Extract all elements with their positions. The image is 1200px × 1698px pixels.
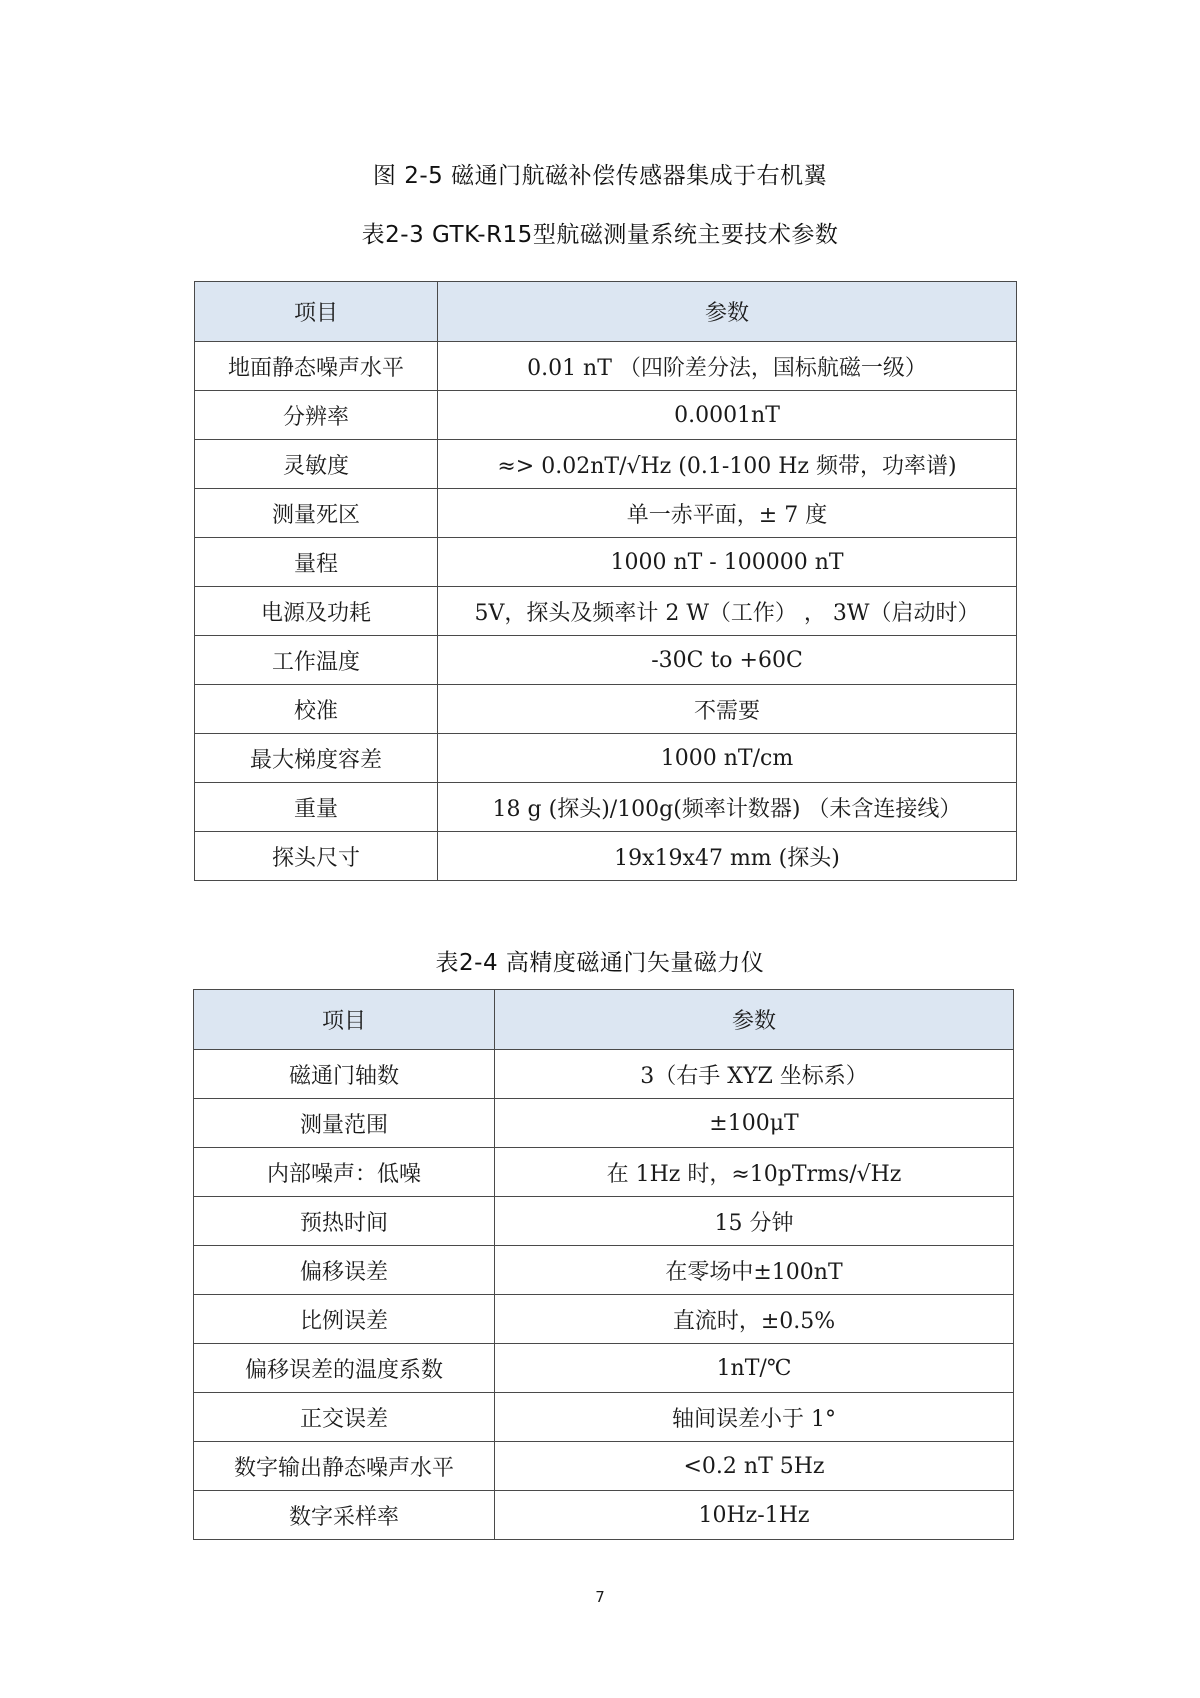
table1-caption: 表2-3 GTK-R15型航磁测量系统主要技术参数 xyxy=(361,222,839,248)
spec-table-gtk-r15 xyxy=(194,281,1017,881)
column-header-item: 项目 xyxy=(194,990,495,1050)
page-number: 7 xyxy=(595,1588,605,1606)
table-row xyxy=(194,1491,1014,1540)
item-cell: 偏移误差的温度系数 xyxy=(194,1344,495,1393)
table-row xyxy=(195,734,1017,783)
value-cell: 1nT/℃ xyxy=(495,1344,1014,1393)
table-row xyxy=(194,1393,1014,1442)
item-cell: 偏移误差 xyxy=(194,1246,495,1295)
table-row xyxy=(195,489,1017,538)
table-header-row xyxy=(194,990,1014,1050)
item-cell: 校准 xyxy=(195,685,438,734)
value-cell: 不需要 xyxy=(438,685,1017,734)
value-cell: 15 分钟 xyxy=(495,1197,1014,1246)
value-cell: 19x19x47 mm (探头) xyxy=(438,832,1017,881)
table-row xyxy=(194,1246,1014,1295)
figure-caption: 图 2-5 磁通门航磁补偿传感器集成于右机翼 xyxy=(372,163,828,189)
item-cell: 比例误差 xyxy=(194,1295,495,1344)
table-row xyxy=(194,1344,1014,1393)
table-row xyxy=(194,1148,1014,1197)
column-header-item: 项目 xyxy=(195,282,438,342)
item-cell: 地面静态噪声水平 xyxy=(195,342,438,391)
value-cell: -30C to +60C xyxy=(438,636,1017,685)
item-cell: 数字采样率 xyxy=(194,1491,495,1540)
item-cell: 电源及功耗 xyxy=(195,587,438,636)
value-cell: 1000 nT/cm xyxy=(438,734,1017,783)
value-cell: 轴间误差小于 1° xyxy=(495,1393,1014,1442)
item-cell: 探头尺寸 xyxy=(195,832,438,881)
value-cell: 0.0001nT xyxy=(438,391,1017,440)
value-cell: <0.2 nT 5Hz xyxy=(495,1442,1014,1491)
value-cell: 10Hz-1Hz xyxy=(495,1491,1014,1540)
value-cell: ±100μT xyxy=(495,1099,1014,1148)
table-row xyxy=(194,1197,1014,1246)
table-header-row xyxy=(195,282,1017,342)
table-row xyxy=(195,685,1017,734)
item-cell: 测量死区 xyxy=(195,489,438,538)
table-row xyxy=(195,832,1017,881)
value-cell: ≈> 0.02nT/√Hz (0.1-100 Hz 频带，功率谱) xyxy=(438,440,1017,489)
table-row xyxy=(194,1442,1014,1491)
table-row xyxy=(194,1099,1014,1148)
value-cell: 0.01 nT （四阶差分法，国标航磁一级） xyxy=(438,342,1017,391)
column-header-parameter: 参数 xyxy=(438,282,1017,342)
spec-table-fluxgate-magnetometer xyxy=(193,989,1014,1540)
table-row xyxy=(195,538,1017,587)
item-cell: 最大梯度容差 xyxy=(195,734,438,783)
table-row xyxy=(195,636,1017,685)
value-cell: 在零场中±100nT xyxy=(495,1246,1014,1295)
value-cell: 1000 nT - 100000 nT xyxy=(438,538,1017,587)
item-cell: 正交误差 xyxy=(194,1393,495,1442)
item-cell: 数字输出静态噪声水平 xyxy=(194,1442,495,1491)
table-row xyxy=(195,783,1017,832)
item-cell: 预热时间 xyxy=(194,1197,495,1246)
table-row xyxy=(194,1050,1014,1099)
table-row xyxy=(195,440,1017,489)
value-cell: 3（右手 XYZ 坐标系） xyxy=(495,1050,1014,1099)
column-header-parameter: 参数 xyxy=(495,990,1014,1050)
item-cell: 灵敏度 xyxy=(195,440,438,489)
table-row xyxy=(195,587,1017,636)
table-row xyxy=(195,342,1017,391)
table2-caption: 表2-4 高精度磁通门矢量磁力仪 xyxy=(435,950,765,976)
value-cell: 18 g (探头)/100g(频率计数器) （未含连接线） xyxy=(438,783,1017,832)
item-cell: 磁通门轴数 xyxy=(194,1050,495,1099)
item-cell: 工作温度 xyxy=(195,636,438,685)
item-cell: 测量范围 xyxy=(194,1099,495,1148)
value-cell: 在 1Hz 时，≈10pTrms/√Hz xyxy=(495,1148,1014,1197)
item-cell: 分辨率 xyxy=(195,391,438,440)
table-row xyxy=(194,1295,1014,1344)
item-cell: 量程 xyxy=(195,538,438,587)
value-cell: 5V，探头及频率计 2 W（工作） ， 3W（启动时） xyxy=(438,587,1017,636)
value-cell: 单一赤平面，± 7 度 xyxy=(438,489,1017,538)
item-cell: 重量 xyxy=(195,783,438,832)
item-cell: 内部噪声：低噪 xyxy=(194,1148,495,1197)
table-row xyxy=(195,391,1017,440)
value-cell: 直流时，±0.5% xyxy=(495,1295,1014,1344)
